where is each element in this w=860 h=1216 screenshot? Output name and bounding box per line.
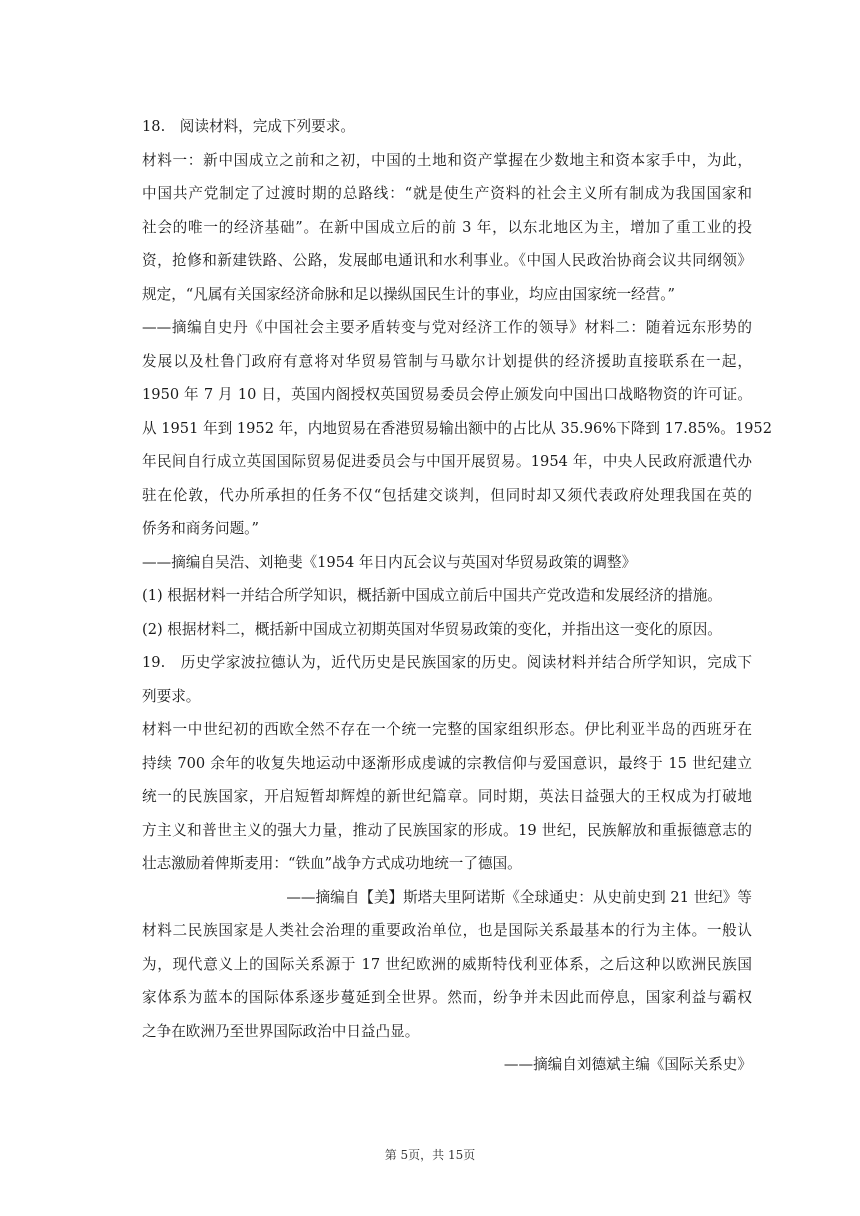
material-1-line: 中国共产党制定了过渡时期的总路线：“就是使生产资料的社会主义所有制成为我国国家和 [142,185,752,202]
material-2-line: 之争在欧洲乃至世界国际政治中日益凸显。 [142,1022,420,1040]
material-1-line: 方主义和普世主义的强大力量，推动了民族国家的形成。19 世纪，民族解放和重振德意志的 [142,821,752,839]
material-2-line: 家体系为蓝本的国际体系逐步蔓延到全世界。然而，纷争并未因此而停息，国家利益与霸权 [142,989,752,1006]
source-citation: ——摘编自刘德斌主编《国际关系史》 [503,1056,752,1073]
sub-question-1: (1) 根据材料一并结合所学知识，概括新中国成立前后中国共产党改造和发展经济的措施。 [142,587,722,604]
question-19-heading: 19. 历史学家波拉德认为，近代历史是民族国家的历史。阅读材料并结合所学知识，完成下 [142,654,752,671]
material-1-line: 统一的民族国家，开启短暂却辉煌的新世纪篇章。同时期，英法日益强大的王权成为打破地 [142,788,752,805]
material-1-line: 资，抢修和新建铁路、公路，发展邮电通讯和水利事业。《中国人民政治协商会议共同纲领》 [142,252,752,269]
material-2-line: 驻在伦敦，代办所承担的任务不仅“包括建交谈判，但同时却又须代表政府处理我国在英的 [142,486,752,504]
source-citation: ——摘编自吴浩、刘艳斐《1954 年日内瓦会议与英国对华贸易政策的调整》 [142,553,637,571]
material-2-line: 为，现代意义上的国际关系源于 17 世纪欧洲的威斯特伐利亚体系，之后这种以欧洲民族国 [142,955,752,973]
material-2-line: 发展以及杜鲁门政府有意将对华贸易管制与马歇尔计划提供的经济援助直接联系在一起， [142,352,752,370]
material-1-line: 持续 700 余年的收复失地运动中逐渐形成虔诚的宗教信仰与爱国意识，最终于 15 世纪建立 [142,754,752,772]
page-footer: 第 5页，共 15页 [384,1148,476,1162]
material-1-line: 规定，“凡属有关国家经济命脉和足以操纵国民生计的事业，均应由国家统一经营。” [142,285,675,303]
question-19-heading: 列要求。 [142,687,201,705]
material-2-line: 从 1951 年到 1952 年，内地贸易在香港贸易输出额中的占比从 35.96%下降到 17.85%。1952 [142,419,772,437]
source-citation: ——摘编自史丹《中国社会主要矛盾转变与党对经济工作的领导》材料二：随着远东形势的 [142,319,752,336]
sub-question-2: (2) 根据材料二，概括新中国成立初期英国对华贸易政策的变化，并指出这一变化的原因。 [142,620,722,638]
material-1-line: 材料一中世纪初的西欧全然不存在一个统一完整的国家组织形态。伊比利亚半岛的西班牙在 [142,721,752,738]
material-2-line: 侨务和商务问题。” [142,520,259,537]
source-citation: ——摘编自【美】斯塔夫里阿诺斯《全球通史：从史前史到 21 世纪》等 [286,888,752,906]
material-1-line: 壮志激励着俾斯麦用：“铁血”战争方式成功地统一了德国。 [142,855,522,872]
question-18-heading: 18. 阅读材料，完成下列要求。 [142,118,355,135]
material-1-line: 社会的唯一的经济基础”。在新中国成立后的前 3 年，以东北地区为主，增加了重工业的投 [142,218,752,236]
material-2-line: 材料二民族国家是人类社会治理的重要政治单位，也是国际关系最基本的行为主体。一般认 [142,922,752,939]
document-body [142,110,772,1082]
material-2-line: 1950 年 7 月 10 日，英国内阁授权英国贸易委员会停止颁发向中国出口战略物资的许可证。 [142,386,752,403]
material-2-line: 年民间自行成立英国国际贸易促进委员会与中国开展贸易。1954 年，中央人民政府派遣代办 [142,453,752,470]
material-1-line: 材料一：新中国成立之前和之初，中国的土地和资产掌握在少数地主和资本家手中，为此， [142,151,752,169]
